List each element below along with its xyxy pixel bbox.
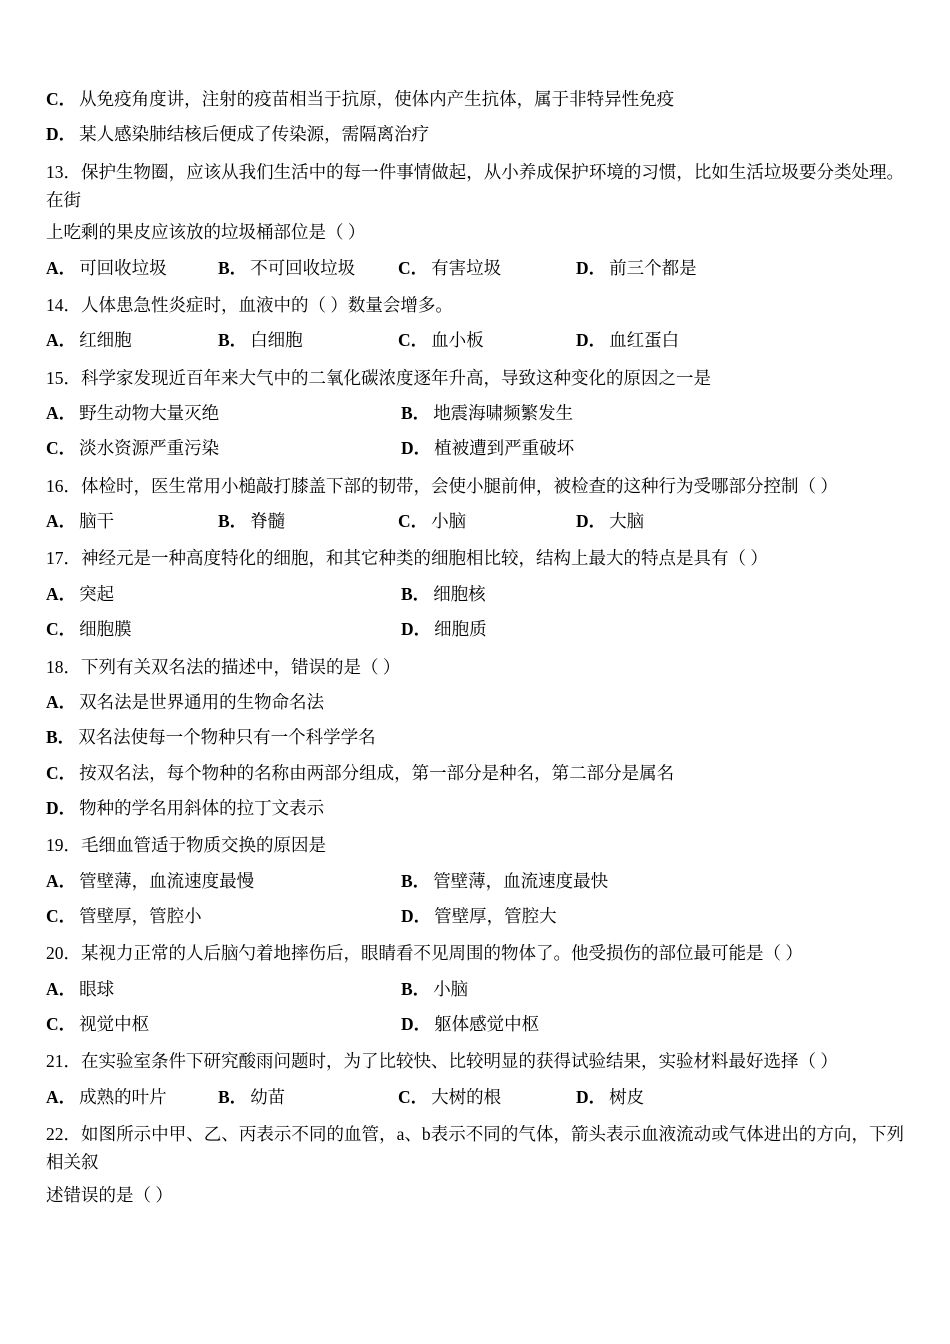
option-label: B．: [401, 978, 431, 999]
option-row: [46, 902, 904, 930]
option-row: [46, 434, 904, 462]
option-b: [218, 254, 398, 282]
option-row: [46, 254, 904, 282]
option-text: 眼球: [79, 978, 115, 999]
question-22: [46, 1120, 904, 1209]
option-label: B．: [218, 330, 248, 351]
option-b: [401, 975, 468, 1003]
option-text: 野生动物大量灭绝: [79, 403, 220, 424]
option-row: [46, 1083, 904, 1111]
option-text: 视觉中枢: [79, 1013, 150, 1034]
option-text: 血红蛋白: [609, 330, 680, 351]
option-text: 有害垃圾: [431, 257, 502, 278]
option-label: C．: [398, 511, 429, 532]
option-text: 淡水资源严重污染: [79, 438, 220, 459]
option-row: [46, 615, 904, 643]
option-text: 树皮: [609, 1086, 645, 1107]
option-label: D．: [46, 797, 77, 818]
option-text: 幼苗: [250, 1086, 286, 1107]
option-text: 管壁薄，血流速度最慢: [79, 870, 255, 891]
option-text: 双名法使每一个物种只有一个科学学名: [78, 727, 376, 748]
option-text: 不可回收垃圾: [250, 257, 356, 278]
option-c: [46, 902, 401, 930]
question-stem-continued: 上吃剩的果皮应该放的垃圾桶部位是（ ）: [46, 222, 366, 243]
option-label: C．: [46, 619, 77, 640]
option-text: 双名法是世界通用的生物命名法: [79, 691, 325, 712]
option-label: D．: [576, 1086, 607, 1107]
option-b: [401, 867, 608, 895]
option-row: [46, 326, 904, 354]
option-b: [218, 326, 398, 354]
option-label: C．: [46, 905, 77, 926]
option-label: B．: [401, 870, 431, 891]
option-d: [401, 1010, 539, 1038]
question-stem: 20．某视力正常的人后脑勺着地摔伤后，眼睛看不见周围的物体了。他受损伤的部位最可能是（ ）: [46, 943, 803, 964]
option-text: 小脑: [431, 511, 467, 532]
question-stem: 14．人体患急性炎症时，血液中的（ ）数量会增多。: [46, 295, 453, 316]
option-text: 大脑: [609, 511, 645, 532]
option-a: [46, 507, 218, 535]
option-line: [46, 85, 904, 113]
option-text: 按双名法，每个物种的名称由两部分组成，第一部分是种名，第二部分是属名: [79, 762, 675, 783]
option-text: 管壁薄，血流速度最快: [433, 870, 609, 891]
option-label: A．: [46, 691, 77, 712]
option-label: C．: [46, 1013, 77, 1034]
option-row: [46, 1010, 904, 1038]
option-d: [576, 326, 679, 354]
option-label: D．: [576, 257, 607, 278]
option-text: 管壁厚，管腔大: [434, 905, 557, 926]
option-b: [46, 723, 904, 751]
question-15: [46, 364, 904, 463]
option-c: [398, 507, 576, 535]
option-c: [46, 615, 401, 643]
option-a: [46, 688, 904, 716]
question-20: [46, 939, 904, 1038]
option-label: A．: [46, 511, 77, 532]
option-d: [46, 794, 904, 822]
option-label: C．: [398, 257, 429, 278]
option-text: 细胞膜: [79, 619, 132, 640]
option-line: [46, 120, 904, 148]
question-21: [46, 1047, 904, 1111]
option-text: 白细胞: [250, 330, 303, 351]
option-a: [46, 254, 218, 282]
option-label: D．: [401, 905, 432, 926]
option-label: D．: [401, 1013, 432, 1034]
question-stem: 18．下列有关双名法的描述中，错误的是（ ）: [46, 656, 401, 677]
option-d: [401, 434, 574, 462]
question-stem: 21．在实验室条件下研究酸雨问题时，为了比较快、比较明显的获得试验结果，实验材料最好选择（ ）: [46, 1051, 838, 1072]
option-text: 细胞核: [433, 583, 486, 604]
option-text: 脑干: [79, 511, 115, 532]
question-14: [46, 291, 904, 355]
option-row: [46, 975, 904, 1003]
question-stem: 17．神经元是一种高度特化的细胞，和其它种类的细胞相比较，结构上最大的特点是具有（ ）: [46, 548, 768, 569]
option-d: [576, 507, 644, 535]
option-label: C．: [398, 1086, 429, 1107]
option-label: C．: [46, 762, 77, 783]
option-label: A．: [46, 330, 77, 351]
option-label: C．: [46, 438, 77, 459]
option-text: 某人感染肺结核后便成了传染源，需隔离治疗: [79, 124, 430, 145]
option-b: [218, 1083, 398, 1111]
option-text: 细胞质: [434, 619, 487, 640]
option-c: [398, 326, 576, 354]
option-label: A．: [46, 978, 77, 999]
option-row: [46, 399, 904, 427]
option-label: B．: [401, 583, 431, 604]
option-text: 植被遭到严重破坏: [434, 438, 575, 459]
option-text: 地震海啸频繁发生: [433, 403, 574, 424]
option-c: [46, 759, 904, 787]
option-a: [46, 580, 401, 608]
question-13: [46, 158, 904, 282]
option-label: A．: [46, 583, 77, 604]
option-label: A．: [46, 1086, 77, 1107]
question-stem: 19．毛细血管适于物质交换的原因是: [46, 835, 326, 856]
option-c: [46, 1010, 401, 1038]
option-a: [46, 867, 401, 895]
question-stem: 13．保护生物圈，应该从我们生活中的每一件事情做起，从小养成保护环境的习惯，比如生活垃圾要分类处理。在街: [46, 161, 904, 211]
option-b: [218, 507, 398, 535]
option-label: A．: [46, 403, 77, 424]
option-label: D．: [401, 619, 432, 640]
option-b: [401, 580, 486, 608]
question-stem: 22．如图所示中甲、乙、丙表示不同的血管，a、b表示不同的气体，箭头表示血液流动或气体进出的方向，下列相关叙: [46, 1123, 904, 1173]
option-text: 血小板: [431, 330, 484, 351]
option-label: D．: [401, 438, 432, 459]
option-row: [46, 507, 904, 535]
question-16: [46, 472, 904, 536]
option-text: 大树的根: [431, 1086, 502, 1107]
option-d: [576, 1083, 644, 1111]
option-label: D．: [576, 511, 607, 532]
option-text: 可回收垃圾: [79, 257, 167, 278]
option-text: 小脑: [433, 978, 469, 999]
option-d: [576, 254, 697, 282]
option-text: 躯体感觉中枢: [434, 1013, 540, 1034]
option-label: B．: [401, 403, 431, 424]
option-c: [46, 434, 401, 462]
option-label: B．: [46, 727, 76, 748]
option-label: C．: [46, 89, 77, 109]
option-a: [46, 399, 401, 427]
option-label: A．: [46, 870, 77, 891]
question-stem: 15．科学家发现近百年来大气中的二氧化碳浓度逐年升高，导致这种变化的原因之一是: [46, 367, 711, 388]
option-text: 管壁厚，管腔小: [79, 905, 202, 926]
question-17: [46, 544, 904, 643]
option-text: 前三个都是: [609, 257, 697, 278]
option-text: 成熟的叶片: [79, 1086, 167, 1107]
option-row: [46, 867, 904, 895]
option-c: [398, 1083, 576, 1111]
option-text: 红细胞: [79, 330, 132, 351]
option-label: B．: [218, 511, 248, 532]
option-text: 从免疫角度讲，注射的疫苗相当于抗原，使体内产生抗体，属于非特异性免疫: [79, 89, 675, 109]
option-c: [398, 254, 576, 282]
question-stem: 16．体检时，医生常用小槌敲打膝盖下部的韧带，会使小腿前伸，被检查的这种行为受哪部分控制（ ）: [46, 475, 838, 496]
option-label: B．: [218, 1086, 248, 1107]
option-d: [401, 615, 487, 643]
option-label: B．: [218, 257, 248, 278]
option-label: D．: [46, 124, 77, 145]
question-18: [46, 653, 904, 823]
option-label: A．: [46, 257, 77, 278]
option-text: 脊髓: [250, 511, 286, 532]
option-label: D．: [576, 330, 607, 351]
question-19: [46, 831, 904, 930]
option-row: [46, 580, 904, 608]
option-a: [46, 1083, 218, 1111]
question-stem-continued: 述错误的是（ ）: [46, 1184, 173, 1205]
option-text: 突起: [79, 583, 115, 604]
option-b: [401, 399, 573, 427]
option-label: C．: [398, 330, 429, 351]
option-text: 物种的学名用斜体的拉丁文表示: [79, 797, 325, 818]
option-a: [46, 326, 218, 354]
option-a: [46, 975, 401, 1003]
option-d: [401, 902, 557, 930]
